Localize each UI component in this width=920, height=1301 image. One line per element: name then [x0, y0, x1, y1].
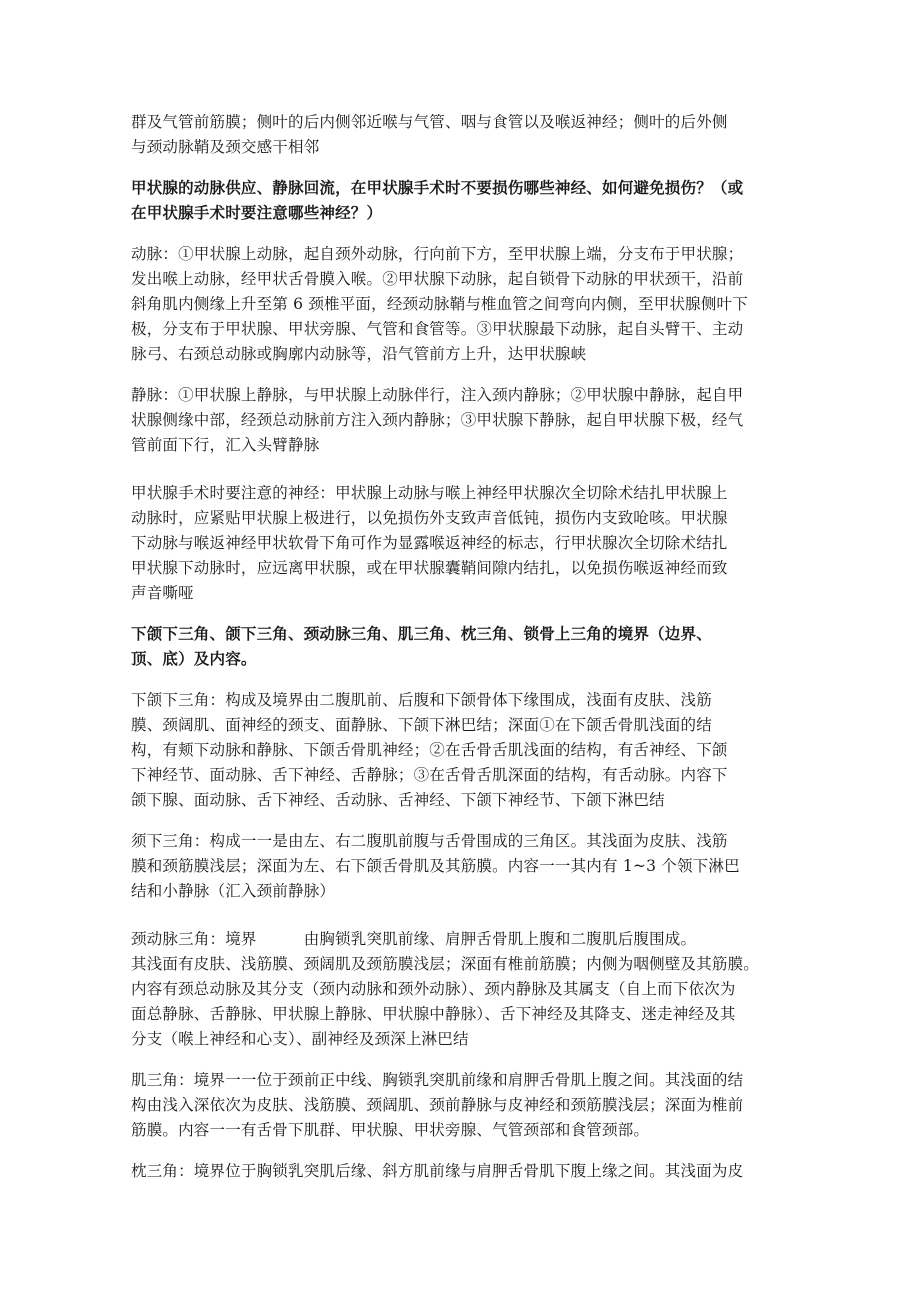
- heading-line: 在甲状腺手术时要注意哪些神经？）: [131, 204, 383, 222]
- text-line: 群及气管前筋膜；侧叶的后内侧邻近喉与气管、咽与食管以及喉返神经；侧叶的后外侧: [131, 113, 728, 131]
- text-line: 其浅面有皮肤、浅筋膜、颈阔肌及颈筋膜浅层；深面有椎前筋膜；内侧为咽侧壁及其筋膜。: [131, 955, 760, 973]
- heading-neck-triangles: [131, 622, 799, 672]
- paragraph-occipital-triangle: [131, 1159, 799, 1184]
- text-line: 极，分支布于甲状腺、甲状旁腺、气管和食管等。③甲状腺最下动脉，起自头臂干、主动: [131, 320, 744, 338]
- paragraph-carotid-triangle: [131, 927, 799, 1052]
- text-line: 颈动脉三角：境界 由胸锁乳突肌前缘、肩胛舌骨肌上腹和二腹肌后腹围成。: [131, 930, 697, 948]
- text-line: 肌三角：境界一一位于颈前正中线、胸锁乳突肌前缘和肩胛舌骨肌上腹之间。其浅面的结: [131, 1071, 744, 1089]
- text-line: 须下三角：构成一一是由左、右二腹肌前腹与舌骨围成的三角区。其浅面为皮肤、浅筋: [131, 832, 728, 850]
- text-line: 与颈动脉鞘及颈交感干相邻: [131, 138, 320, 156]
- paragraph-submental-triangle: [131, 829, 799, 904]
- text-line: 结和小静脉（汇入颈前静脉）: [131, 882, 336, 900]
- text-line: 下神经节、面动脉、舌下神经、舌静脉；③在舌骨舌肌深面的结构，有舌动脉。内容下: [131, 766, 728, 784]
- text-line: 下颌下三角：构成及境界由二腹肌前、后腹和下颌骨体下缘围成，浅面有皮肤、浅筋: [131, 691, 712, 709]
- heading-line: 甲状腺的动脉供应、静脉回流，在甲状腺手术时不要损伤哪些神经、如何避免损伤？（或: [131, 179, 744, 197]
- text-line: 斜角肌内侧缘上升至第 6 颈椎平面，经颈动脉鞘与椎血管之间弯向内侧，至甲状腺侧叶下: [131, 295, 748, 313]
- paragraph-thyroid-arteries: [131, 242, 799, 367]
- text-line: 枕三角：境界位于胸锁乳突肌后缘、斜方肌前缘与肩胛舌骨肌下腹上缘之间。其浅面为皮: [131, 1162, 744, 1180]
- paragraph-thyroid-relations: [131, 110, 799, 160]
- text-line: 声音嘶哑: [131, 584, 194, 602]
- heading-line: 顶、底）及内容。: [131, 650, 257, 668]
- paragraph-submandibular-triangle: [131, 688, 799, 813]
- text-line: 甲状腺下动脉时，应远离甲状腺，或在甲状腺囊鞘间隙内结扎，以免损伤喉返神经而致: [131, 559, 728, 577]
- paragraph-muscular-triangle: [131, 1068, 799, 1143]
- text-line: 动脉时，应紧贴甲状腺上极进行，以免损伤外支致声音低钝，损伤内支致呛咳。甲状腺: [131, 509, 728, 527]
- text-line: 甲状腺手术时要注意的神经：甲状腺上动脉与喉上神经甲状腺次全切除术结扎甲状腺上: [131, 484, 728, 502]
- text-line: 构由浅入深依次为皮肤、浅筋膜、颈阔肌、颈前静脉与皮神经和颈筋膜浅层；深面为椎前: [131, 1096, 744, 1114]
- text-line: 脉弓、右颈总动脉或胸廓内动脉等，沿气管前方上升，达甲状腺峡: [131, 345, 587, 363]
- text-line: 管前面下行，汇入头臂静脉: [131, 436, 320, 454]
- heading-line: 下颌下三角、颌下三角、颈动脉三角、肌三角、枕三角、锁骨上三角的境界（边界、: [131, 625, 712, 643]
- text-line: 内容有颈总动脉及其分支（颈内动脉和颈外动脉）、颈内静脉及其属支（自上而下依次为: [131, 980, 736, 998]
- text-line: 膜、颈阔肌、面神经的颈支、面静脉、下颌下淋巴结；深面①在下颌舌骨肌浅面的结: [131, 716, 712, 734]
- text-line: 筋膜。内容一一有舌骨下肌群、甲状腺、甲状旁腺、气管颈部和食管颈部。: [131, 1121, 650, 1139]
- heading-thyroid-blood-supply: [131, 176, 799, 226]
- text-line: 构，有颊下动脉和静脉、下颌舌骨肌神经；②在舌骨舌肌浅面的结构，有舌神经、下颌: [131, 741, 728, 759]
- text-line: 颌下腺、面动脉、舌下神经、舌动脉、舌神经、下颌下神经节、下颌下淋巴结: [131, 791, 665, 809]
- text-line: 发出喉上动脉，经甲状舌骨膜入喉。②甲状腺下动脉，起自锁骨下动脉的甲状颈干，沿前: [131, 270, 744, 288]
- text-line: 动脉：①甲状腺上动脉，起自颈外动脉，行向前下方，至甲状腺上端，分支布于甲状腺；: [131, 245, 744, 263]
- paragraph-thyroid-surgery-nerves: [131, 481, 799, 606]
- text-line: 下动脉与喉返神经甲状软骨下角可作为显露喉返神经的标志，行甲状腺次全切除术结扎: [131, 534, 728, 552]
- text-line: 分支（喉上神经和心支）、副神经及颈深上淋巴结: [131, 1030, 469, 1048]
- paragraph-thyroid-veins: [131, 383, 799, 458]
- text-line: 膜和颈筋膜浅层；深面为左、右下颌舌骨肌及其筋膜。内容一一其内有 1~3 个领下淋巴: [131, 857, 740, 875]
- text-line: 静脉：①甲状腺上静脉，与甲状腺上动脉伴行，注入颈内静脉；②甲状腺中静脉，起自甲: [131, 386, 744, 404]
- text-line: 状腺侧缘中部，经颈总动脉前方注入颈内静脉；③甲状腺下静脉，起自甲状腺下极，经气: [131, 411, 744, 429]
- text-line: 面总静脉、舌静脉、甲状腺上静脉、甲状腺中静脉）、舌下神经及其降支、迷走神经及其: [131, 1005, 736, 1023]
